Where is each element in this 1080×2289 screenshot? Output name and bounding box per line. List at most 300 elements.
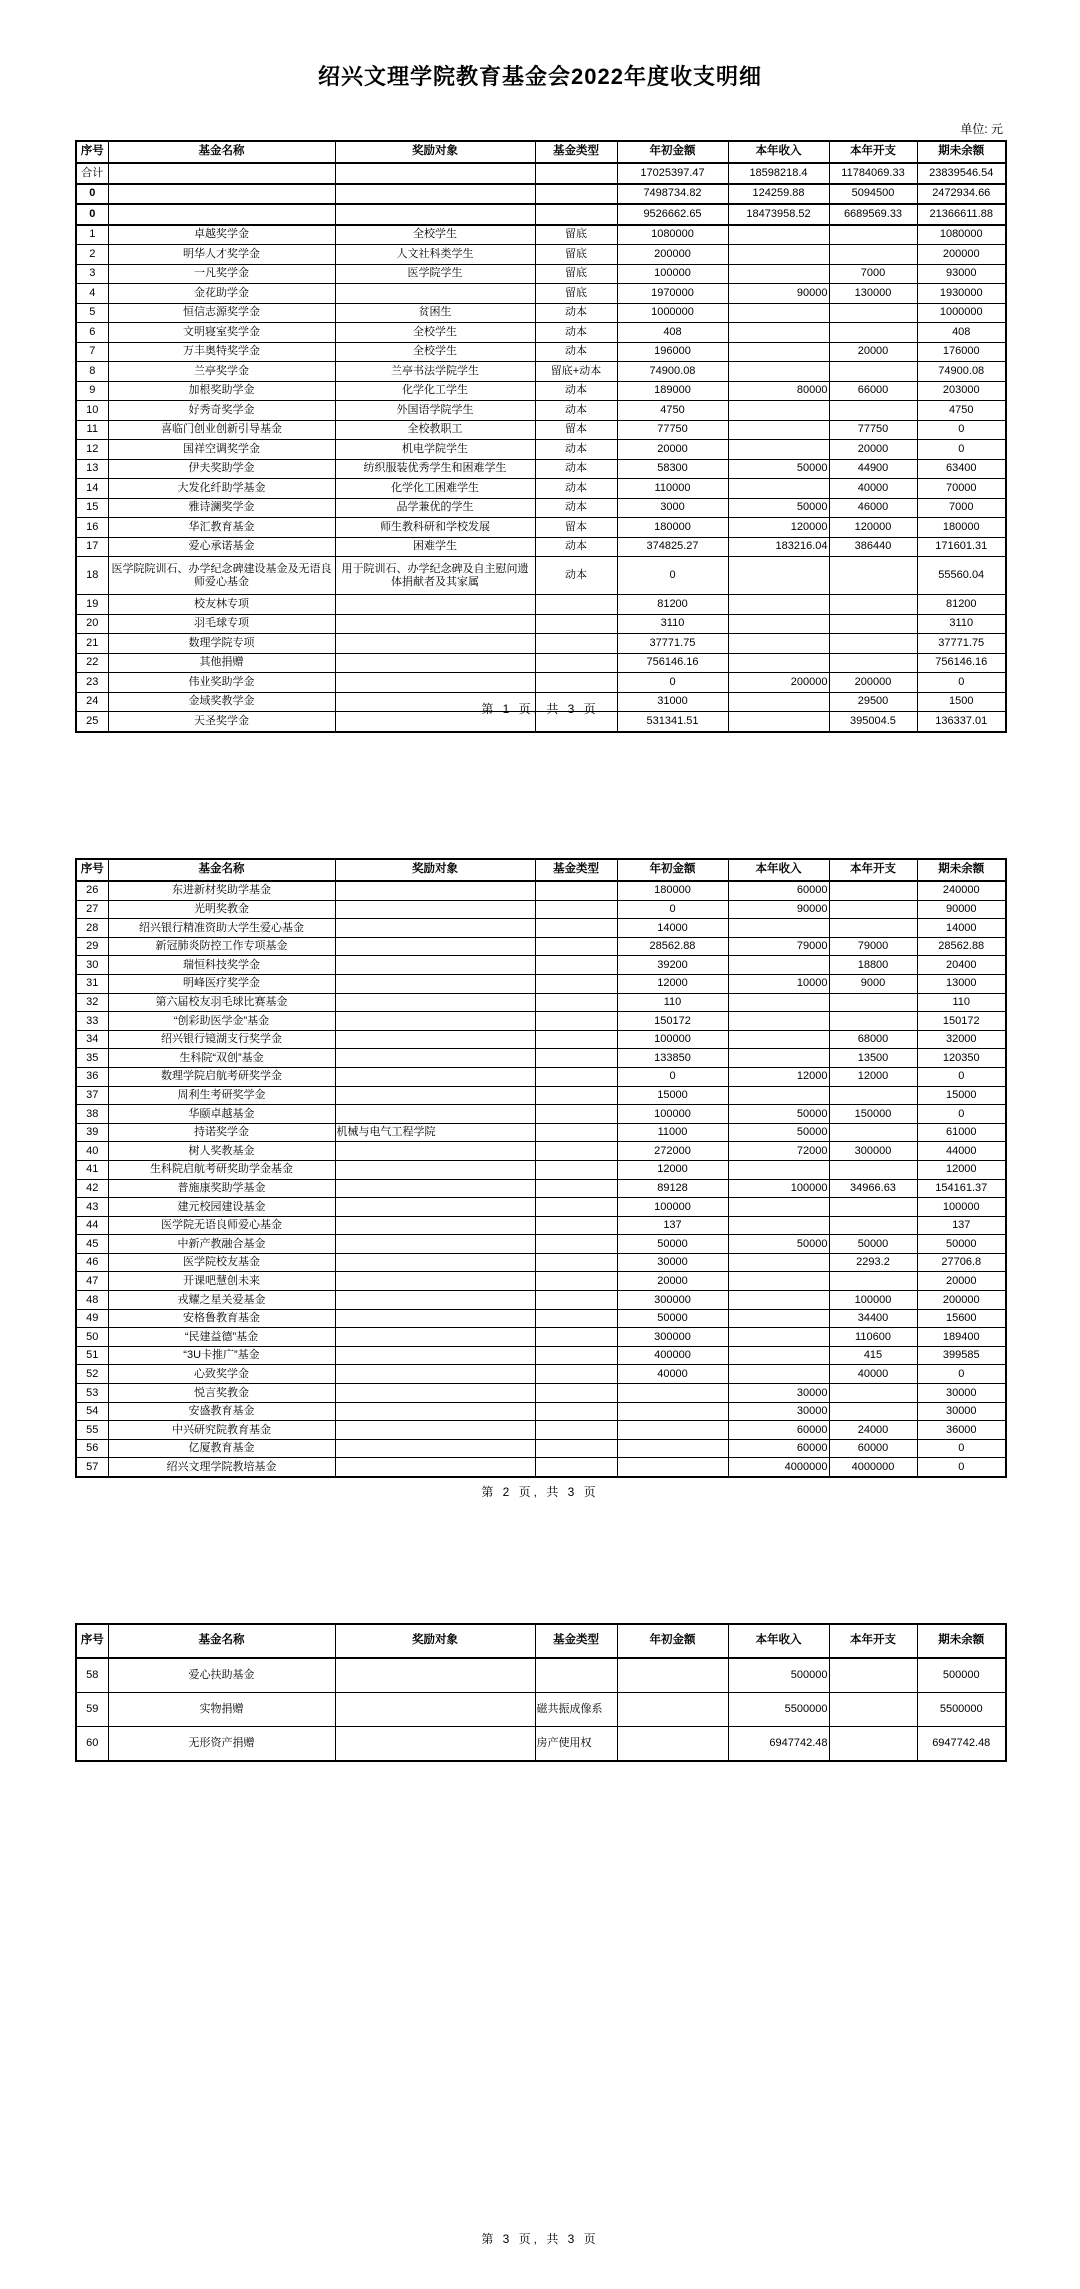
- cell-initial-amount: 89128: [617, 1179, 728, 1198]
- column-header-award-target: 奖励对象: [335, 1624, 535, 1658]
- cell-initial-amount: [617, 1421, 728, 1440]
- cell-no: 41: [76, 1160, 108, 1179]
- cell-fund-name: 文明寝室奖学金: [108, 323, 335, 343]
- cell-initial-amount: [617, 1402, 728, 1421]
- cell-award-target: [335, 284, 535, 304]
- cell-fund-type: [535, 1235, 617, 1254]
- cell-no: 28: [76, 919, 108, 938]
- unit-label: 单位: 元: [960, 122, 1003, 136]
- cell-no: 3: [76, 264, 108, 284]
- cell-year-income: [728, 653, 829, 673]
- cell-year-expense: 40000: [829, 479, 917, 499]
- cell-award-target: 全校学生: [335, 225, 535, 245]
- cell-initial-amount: 3110: [617, 614, 728, 634]
- cell-initial-amount: 1970000: [617, 284, 728, 304]
- cell-initial-amount: 7498734.82: [617, 184, 728, 205]
- cell-fund-type: [535, 1123, 617, 1142]
- cell-no: 13: [76, 459, 108, 479]
- table-row: [76, 1030, 1006, 1049]
- cell-ending-balance: 20000: [917, 1272, 1006, 1291]
- cell-award-target: [335, 1402, 535, 1421]
- cell-year-income: [728, 440, 829, 460]
- cell-award-target: 品学兼优的学生: [335, 498, 535, 518]
- cell-initial-amount: [617, 1439, 728, 1458]
- cell-award-target: [335, 1693, 535, 1727]
- cell-year-expense: [829, 900, 917, 919]
- cell-ending-balance: 61000: [917, 1123, 1006, 1142]
- cell-year-income: [728, 1198, 829, 1217]
- cell-year-income: [728, 1030, 829, 1049]
- cell-fund-name: 好秀奇奖学金: [108, 401, 335, 421]
- cell-fund-type: [535, 1365, 617, 1384]
- cell-year-expense: [829, 1402, 917, 1421]
- cell-year-expense: 50000: [829, 1235, 917, 1254]
- cell-year-income: [728, 342, 829, 362]
- cell-ending-balance: 180000: [917, 518, 1006, 538]
- cell-fund-type: [535, 937, 617, 956]
- table-row: [76, 245, 1006, 265]
- table-row: [76, 362, 1006, 382]
- cell-award-target: [335, 1346, 535, 1365]
- cell-fund-name: 绍兴银行镜湖支行奖学金: [108, 1030, 335, 1049]
- cell-year-expense: 20000: [829, 440, 917, 460]
- cell-fund-type: [535, 163, 617, 184]
- cell-initial-amount: 110: [617, 993, 728, 1012]
- cell-year-income: 80000: [728, 381, 829, 401]
- cell-no: 6: [76, 323, 108, 343]
- cell-year-expense: 150000: [829, 1105, 917, 1124]
- table-row: [76, 1067, 1006, 1086]
- cell-ending-balance: 12000: [917, 1160, 1006, 1179]
- column-header-year-income: 本年收入: [728, 141, 829, 163]
- cell-ending-balance: 200000: [917, 245, 1006, 265]
- column-header-ending-balance: 期未余额: [917, 141, 1006, 163]
- cell-fund-type: 动本: [535, 537, 617, 557]
- cell-no: 50: [76, 1328, 108, 1347]
- cell-no: 22: [76, 653, 108, 673]
- cell-ending-balance: 171601.31: [917, 537, 1006, 557]
- cell-fund-name: 绍兴银行精准资助大学生爱心基金: [108, 919, 335, 938]
- cell-year-income: 6947742.48: [728, 1727, 829, 1762]
- cell-initial-amount: 531341.51: [617, 712, 728, 732]
- cell-year-expense: [829, 1123, 917, 1142]
- cell-initial-amount: 12000: [617, 974, 728, 993]
- cell-initial-amount: [617, 1693, 728, 1727]
- cell-no: 43: [76, 1198, 108, 1217]
- cell-award-target: [335, 1030, 535, 1049]
- cell-initial-amount: 100000: [617, 1030, 728, 1049]
- cell-year-expense: 13500: [829, 1049, 917, 1068]
- cell-initial-amount: 408: [617, 323, 728, 343]
- cell-no: 8: [76, 362, 108, 382]
- table-row: [76, 1458, 1006, 1477]
- cell-year-expense: [829, 881, 917, 900]
- cell-year-expense: 12000: [829, 1067, 917, 1086]
- header-row: [76, 1624, 1006, 1658]
- cell-ending-balance: 120350: [917, 1049, 1006, 1068]
- cell-fund-name: 雅诗澜奖学金: [108, 498, 335, 518]
- cell-fund-type: 留本: [535, 518, 617, 538]
- cell-fund-type: [535, 1439, 617, 1458]
- cell-award-target: [335, 1309, 535, 1328]
- column-header-initial-amount: 年初金额: [617, 1624, 728, 1658]
- cell-ending-balance: 28562.88: [917, 937, 1006, 956]
- cell-year-expense: 44900: [829, 459, 917, 479]
- cell-no: 46: [76, 1253, 108, 1272]
- cell-fund-type: [535, 1179, 617, 1198]
- cell-award-target: 外国语学院学生: [335, 401, 535, 421]
- cell-fund-name: “3U卡推广”基金: [108, 1346, 335, 1365]
- cell-year-income: [728, 1291, 829, 1310]
- cell-ending-balance: 2472934.66: [917, 184, 1006, 205]
- cell-no: 37: [76, 1086, 108, 1105]
- table-row: [76, 1049, 1006, 1068]
- column-header-fund-type: 基金类型: [535, 859, 617, 881]
- cell-award-target: [335, 1160, 535, 1179]
- cell-initial-amount: 1000000: [617, 303, 728, 323]
- cell-ending-balance: 0: [917, 420, 1006, 440]
- cell-year-expense: [829, 225, 917, 245]
- table-row: [76, 1328, 1006, 1347]
- cell-ending-balance: 15600: [917, 1309, 1006, 1328]
- cell-fund-name: 第六届校友羽毛球比赛基金: [108, 993, 335, 1012]
- cell-year-expense: [829, 595, 917, 615]
- cell-initial-amount: 756146.16: [617, 653, 728, 673]
- cell-award-target: 贫困生: [335, 303, 535, 323]
- cell-award-target: [335, 1049, 535, 1068]
- cell-year-income: [728, 303, 829, 323]
- table-row: [76, 937, 1006, 956]
- cell-ending-balance: 13000: [917, 974, 1006, 993]
- cell-ending-balance: 4750: [917, 401, 1006, 421]
- cell-ending-balance: 399585: [917, 1346, 1006, 1365]
- cell-no: 9: [76, 381, 108, 401]
- cell-ending-balance: 0: [917, 1067, 1006, 1086]
- cell-ending-balance: 23839546.54: [917, 163, 1006, 184]
- cell-year-expense: 6689569.33: [829, 204, 917, 225]
- cell-no: 58: [76, 1658, 108, 1693]
- cell-ending-balance: 176000: [917, 342, 1006, 362]
- cell-year-income: [728, 264, 829, 284]
- cell-no: 60: [76, 1727, 108, 1762]
- cell-fund-type: [535, 1030, 617, 1049]
- cell-fund-name: 伟业奖助学金: [108, 673, 335, 693]
- cell-no: 53: [76, 1384, 108, 1403]
- cell-year-expense: [829, 1160, 917, 1179]
- cell-year-expense: [829, 634, 917, 654]
- cell-fund-type: [535, 919, 617, 938]
- cell-award-target: [335, 1235, 535, 1254]
- table-row: [76, 1309, 1006, 1328]
- cell-year-expense: 68000: [829, 1030, 917, 1049]
- cell-award-target: [335, 1272, 535, 1291]
- column-header-initial-amount: 年初金额: [617, 141, 728, 163]
- cell-year-expense: 60000: [829, 1439, 917, 1458]
- table-row: [76, 1346, 1006, 1365]
- cell-no: 55: [76, 1421, 108, 1440]
- cell-initial-amount: 180000: [617, 881, 728, 900]
- cell-initial-amount: 374825.27: [617, 537, 728, 557]
- table-row: [76, 1365, 1006, 1384]
- cell-fund-type: [535, 1086, 617, 1105]
- cell-year-income: [728, 1160, 829, 1179]
- cell-fund-name: 华颐卓越基金: [108, 1105, 335, 1124]
- table-row: [76, 1012, 1006, 1031]
- cell-no: 48: [76, 1291, 108, 1310]
- cell-fund-type: 动本: [535, 557, 617, 595]
- table-row: [76, 1216, 1006, 1235]
- cell-year-income: 4000000: [728, 1458, 829, 1477]
- cell-fund-name: 新冠肺炎防控工作专项基金: [108, 937, 335, 956]
- cell-no: 29: [76, 937, 108, 956]
- cell-year-income: 50000: [728, 1123, 829, 1142]
- cell-award-target: 师生教科研和学校发展: [335, 518, 535, 538]
- cell-fund-type: [535, 1216, 617, 1235]
- cell-no: 18: [76, 557, 108, 595]
- cell-award-target: [335, 1067, 535, 1086]
- cell-fund-name: 华汇教育基金: [108, 518, 335, 538]
- cell-fund-type: 动本: [535, 440, 617, 460]
- cell-fund-name: 戎耀之星关爱基金: [108, 1291, 335, 1310]
- cell-year-income: [728, 1328, 829, 1347]
- cell-year-income: [728, 634, 829, 654]
- table-row: [76, 900, 1006, 919]
- page-footer-2: 第 2 页, 共 3 页: [481, 1485, 599, 1499]
- column-header-fund-name: 基金名称: [108, 141, 335, 163]
- cell-no: 34: [76, 1030, 108, 1049]
- cell-ending-balance: 408: [917, 323, 1006, 343]
- cell-fund-type: 留本: [535, 420, 617, 440]
- cell-fund-name: 天圣奖学金: [108, 712, 335, 732]
- cell-year-income: 18473958.52: [728, 204, 829, 225]
- cell-no: 15: [76, 498, 108, 518]
- cell-no: 39: [76, 1123, 108, 1142]
- cell-fund-name: 卓越奖学金: [108, 225, 335, 245]
- cell-initial-amount: 196000: [617, 342, 728, 362]
- cell-award-target: [335, 1439, 535, 1458]
- cell-fund-name: 兰亭奖学金: [108, 362, 335, 382]
- cell-year-expense: [829, 1012, 917, 1031]
- column-header-fund-type: 基金类型: [535, 141, 617, 163]
- cell-fund-type: [535, 673, 617, 693]
- table-row: [76, 1402, 1006, 1421]
- cell-fund-type: 动本: [535, 342, 617, 362]
- cell-award-target: [335, 184, 535, 205]
- cell-fund-name: 普施康奖助学基金: [108, 1179, 335, 1198]
- cell-initial-amount: 4750: [617, 401, 728, 421]
- cell-ending-balance: 27706.8: [917, 1253, 1006, 1272]
- cell-year-income: 100000: [728, 1179, 829, 1198]
- cell-year-income: 5500000: [728, 1693, 829, 1727]
- fund-table-page-1: [75, 140, 1007, 733]
- cell-fund-name: 亿厦教育基金: [108, 1439, 335, 1458]
- cell-year-income: 50000: [728, 498, 829, 518]
- cell-fund-name: 金花助学金: [108, 284, 335, 304]
- table-row: [76, 184, 1006, 205]
- cell-ending-balance: 74900.08: [917, 362, 1006, 382]
- cell-ending-balance: 44000: [917, 1142, 1006, 1161]
- cell-award-target: [335, 1198, 535, 1217]
- column-header-year-expense: 本年开支: [829, 141, 917, 163]
- cell-award-target: [335, 595, 535, 615]
- cell-initial-amount: 58300: [617, 459, 728, 479]
- cell-award-target: 人文社科类学生: [335, 245, 535, 265]
- cell-year-expense: 18800: [829, 956, 917, 975]
- cell-initial-amount: 272000: [617, 1142, 728, 1161]
- cell-no: 40: [76, 1142, 108, 1161]
- cell-year-expense: [829, 1384, 917, 1403]
- cell-award-target: [335, 1142, 535, 1161]
- cell-fund-name: 国祥空调奖学金: [108, 440, 335, 460]
- cell-fund-type: [535, 1658, 617, 1693]
- cell-fund-type: [535, 974, 617, 993]
- cell-initial-amount: 100000: [617, 1105, 728, 1124]
- cell-year-income: 90000: [728, 284, 829, 304]
- cell-fund-type: [535, 1067, 617, 1086]
- table-row: [76, 479, 1006, 499]
- cell-year-expense: [829, 1658, 917, 1693]
- cell-award-target: 医学院学生: [335, 264, 535, 284]
- cell-fund-type: [535, 204, 617, 225]
- cell-award-target: [335, 1179, 535, 1198]
- table-row: [76, 653, 1006, 673]
- cell-no: 54: [76, 1402, 108, 1421]
- cell-year-expense: 20000: [829, 342, 917, 362]
- cell-ending-balance: 70000: [917, 479, 1006, 499]
- cell-ending-balance: 0: [917, 1439, 1006, 1458]
- cell-ending-balance: 50000: [917, 1235, 1006, 1254]
- cell-award-target: [335, 956, 535, 975]
- cell-year-income: [728, 323, 829, 343]
- cell-fund-type: 动本: [535, 381, 617, 401]
- cell-fund-type: [535, 1198, 617, 1217]
- cell-fund-type: [535, 1346, 617, 1365]
- table-row: [76, 1105, 1006, 1124]
- cell-year-expense: 79000: [829, 937, 917, 956]
- cell-fund-type: [535, 993, 617, 1012]
- cell-ending-balance: 6947742.48: [917, 1727, 1006, 1762]
- cell-year-income: [728, 919, 829, 938]
- cell-fund-type: [535, 653, 617, 673]
- cell-year-expense: [829, 401, 917, 421]
- cell-year-income: 60000: [728, 1421, 829, 1440]
- cell-year-expense: 395004.5: [829, 712, 917, 732]
- cell-year-income: [728, 479, 829, 499]
- cell-year-expense: 34966.63: [829, 1179, 917, 1198]
- cell-fund-name: 心致奖学金: [108, 1365, 335, 1384]
- cell-ending-balance: 20400: [917, 956, 1006, 975]
- cell-year-income: 30000: [728, 1384, 829, 1403]
- table-row: [76, 956, 1006, 975]
- table-row: [76, 459, 1006, 479]
- cell-initial-amount: 50000: [617, 1309, 728, 1328]
- cell-ending-balance: 240000: [917, 881, 1006, 900]
- table-row: [76, 303, 1006, 323]
- table-row: [76, 163, 1006, 184]
- cell-fund-type: [535, 1421, 617, 1440]
- cell-fund-name: 安盛教育基金: [108, 1402, 335, 1421]
- cell-year-income: 183216.04: [728, 537, 829, 557]
- column-header-fund-name: 基金名称: [108, 1624, 335, 1658]
- table-row: [76, 919, 1006, 938]
- cell-award-target: [335, 937, 535, 956]
- cell-ending-balance: 500000: [917, 1658, 1006, 1693]
- cell-fund-type: 留底: [535, 284, 617, 304]
- cell-initial-amount: 0: [617, 1067, 728, 1086]
- cell-year-income: [728, 557, 829, 595]
- table-row: [76, 264, 1006, 284]
- cell-no: 合计: [76, 163, 108, 184]
- cell-initial-amount: 133850: [617, 1049, 728, 1068]
- cell-year-expense: [829, 1086, 917, 1105]
- cell-no: 57: [76, 1458, 108, 1477]
- cell-fund-name: 数理学院启航考研奖学金: [108, 1067, 335, 1086]
- cell-initial-amount: 0: [617, 557, 728, 595]
- header-row: [76, 141, 1006, 163]
- cell-year-expense: [829, 362, 917, 382]
- table-row: [76, 1086, 1006, 1105]
- cell-year-expense: 2293.2: [829, 1253, 917, 1272]
- cell-no: 2: [76, 245, 108, 265]
- column-header-ending-balance: 期未余额: [917, 1624, 1006, 1658]
- cell-fund-type: 动本: [535, 498, 617, 518]
- table-row: [76, 1727, 1006, 1762]
- cell-ending-balance: 14000: [917, 919, 1006, 938]
- cell-initial-amount: [617, 1658, 728, 1693]
- cell-ending-balance: 30000: [917, 1384, 1006, 1403]
- table-row: [76, 1693, 1006, 1727]
- cell-year-income: [728, 1365, 829, 1384]
- cell-year-income: 50000: [728, 459, 829, 479]
- cell-fund-name: 建元校园建设基金: [108, 1198, 335, 1217]
- cell-no: 51: [76, 1346, 108, 1365]
- cell-award-target: [335, 1105, 535, 1124]
- cell-ending-balance: 189400: [917, 1328, 1006, 1347]
- column-header-no: 序号: [76, 859, 108, 881]
- cell-no: 49: [76, 1309, 108, 1328]
- table-row: [76, 1123, 1006, 1142]
- cell-fund-type: [535, 1328, 617, 1347]
- table-row: [76, 1658, 1006, 1693]
- cell-year-income: [728, 1049, 829, 1068]
- table-row: [76, 342, 1006, 362]
- cell-ending-balance: 55560.04: [917, 557, 1006, 595]
- table-row: [76, 881, 1006, 900]
- cell-year-income: [728, 595, 829, 615]
- cell-award-target: [335, 1384, 535, 1403]
- cell-award-target: [335, 881, 535, 900]
- cell-no: 42: [76, 1179, 108, 1198]
- cell-initial-amount: 31000: [617, 692, 728, 712]
- cell-award-target: 纺织服装优秀学生和困难学生: [335, 459, 535, 479]
- cell-initial-amount: 400000: [617, 1346, 728, 1365]
- cell-award-target: [335, 1291, 535, 1310]
- cell-fund-name: 喜临门创业创新引导基金: [108, 420, 335, 440]
- cell-initial-amount: 81200: [617, 595, 728, 615]
- cell-year-income: 30000: [728, 1402, 829, 1421]
- cell-no: 16: [76, 518, 108, 538]
- cell-year-expense: [829, 557, 917, 595]
- cell-ending-balance: 3110: [917, 614, 1006, 634]
- table-row: [76, 1142, 1006, 1161]
- column-header-initial-amount: 年初金额: [617, 859, 728, 881]
- cell-year-income: [728, 1253, 829, 1272]
- cell-fund-name: 爱心承诺基金: [108, 537, 335, 557]
- cell-fund-name: 中新产教融合基金: [108, 1235, 335, 1254]
- column-header-no: 序号: [76, 1624, 108, 1658]
- cell-no: 7: [76, 342, 108, 362]
- column-header-award-target: 奖励对象: [335, 859, 535, 881]
